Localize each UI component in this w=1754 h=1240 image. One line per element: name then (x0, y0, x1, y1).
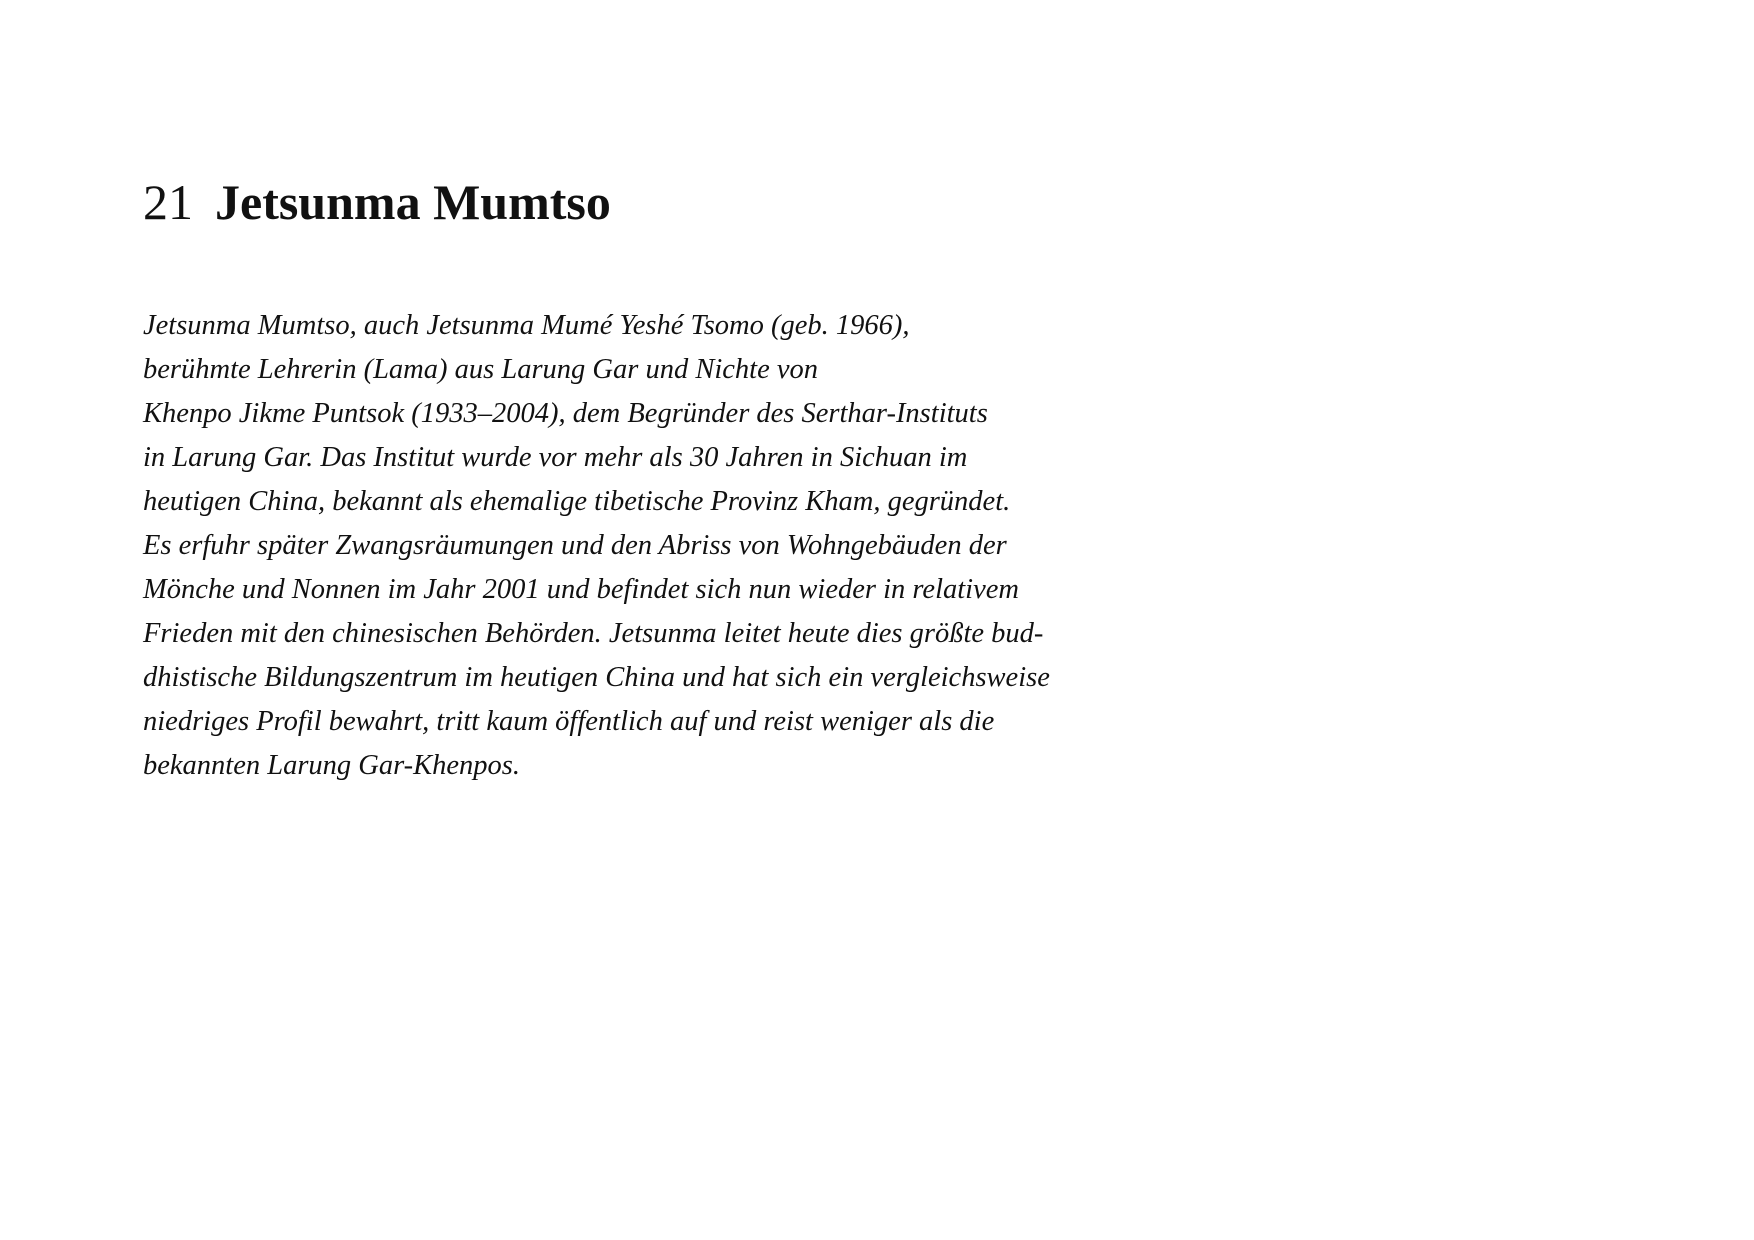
chapter-title: Jetsunma Mumtso (215, 174, 611, 230)
paragraph-line: dhistische Bildungszentrum im heutigen China und hat sich ein vergleichsweise (143, 662, 1050, 693)
chapter-heading (143, 172, 611, 232)
paragraph-line: bekannten Larung Gar-Khenpos. (143, 750, 521, 781)
paragraph-line: Khenpo Jikme Puntsok (1933–2004), dem Begründer des Serthar-Instituts (143, 398, 988, 429)
body-paragraph (143, 304, 1143, 788)
paragraph-line: Es erfuhr später Zwangsräumungen und den Abriss von Wohngebäuden der (143, 530, 1007, 561)
paragraph-line: Frieden mit den chinesischen Behörden. Jetsunma leitet heute dies größte bud- (143, 618, 1044, 649)
paragraph-line: in Larung Gar. Das Institut wurde vor mehr als 30 Jahren in Sichuan im (143, 442, 968, 473)
paragraph-line: heutigen China, bekannt als ehemalige tibetische Provinz Kham, gegründet. (143, 486, 1011, 517)
paragraph-line: niedriges Profil bewahrt, tritt kaum öffentlich auf und reist weniger als die (143, 706, 995, 737)
paragraph-line: berühmte Lehrerin (Lama) aus Larung Gar und Nichte von (143, 354, 818, 385)
paragraph-line: Mönche und Nonnen im Jahr 2001 und befindet sich nun wieder in relativem (143, 574, 1019, 605)
chapter-number: 21 (143, 174, 193, 230)
paragraph-line: Jetsunma Mumtso, auch Jetsunma Mumé Yeshé Tsomo (geb. 1966), (143, 310, 910, 341)
